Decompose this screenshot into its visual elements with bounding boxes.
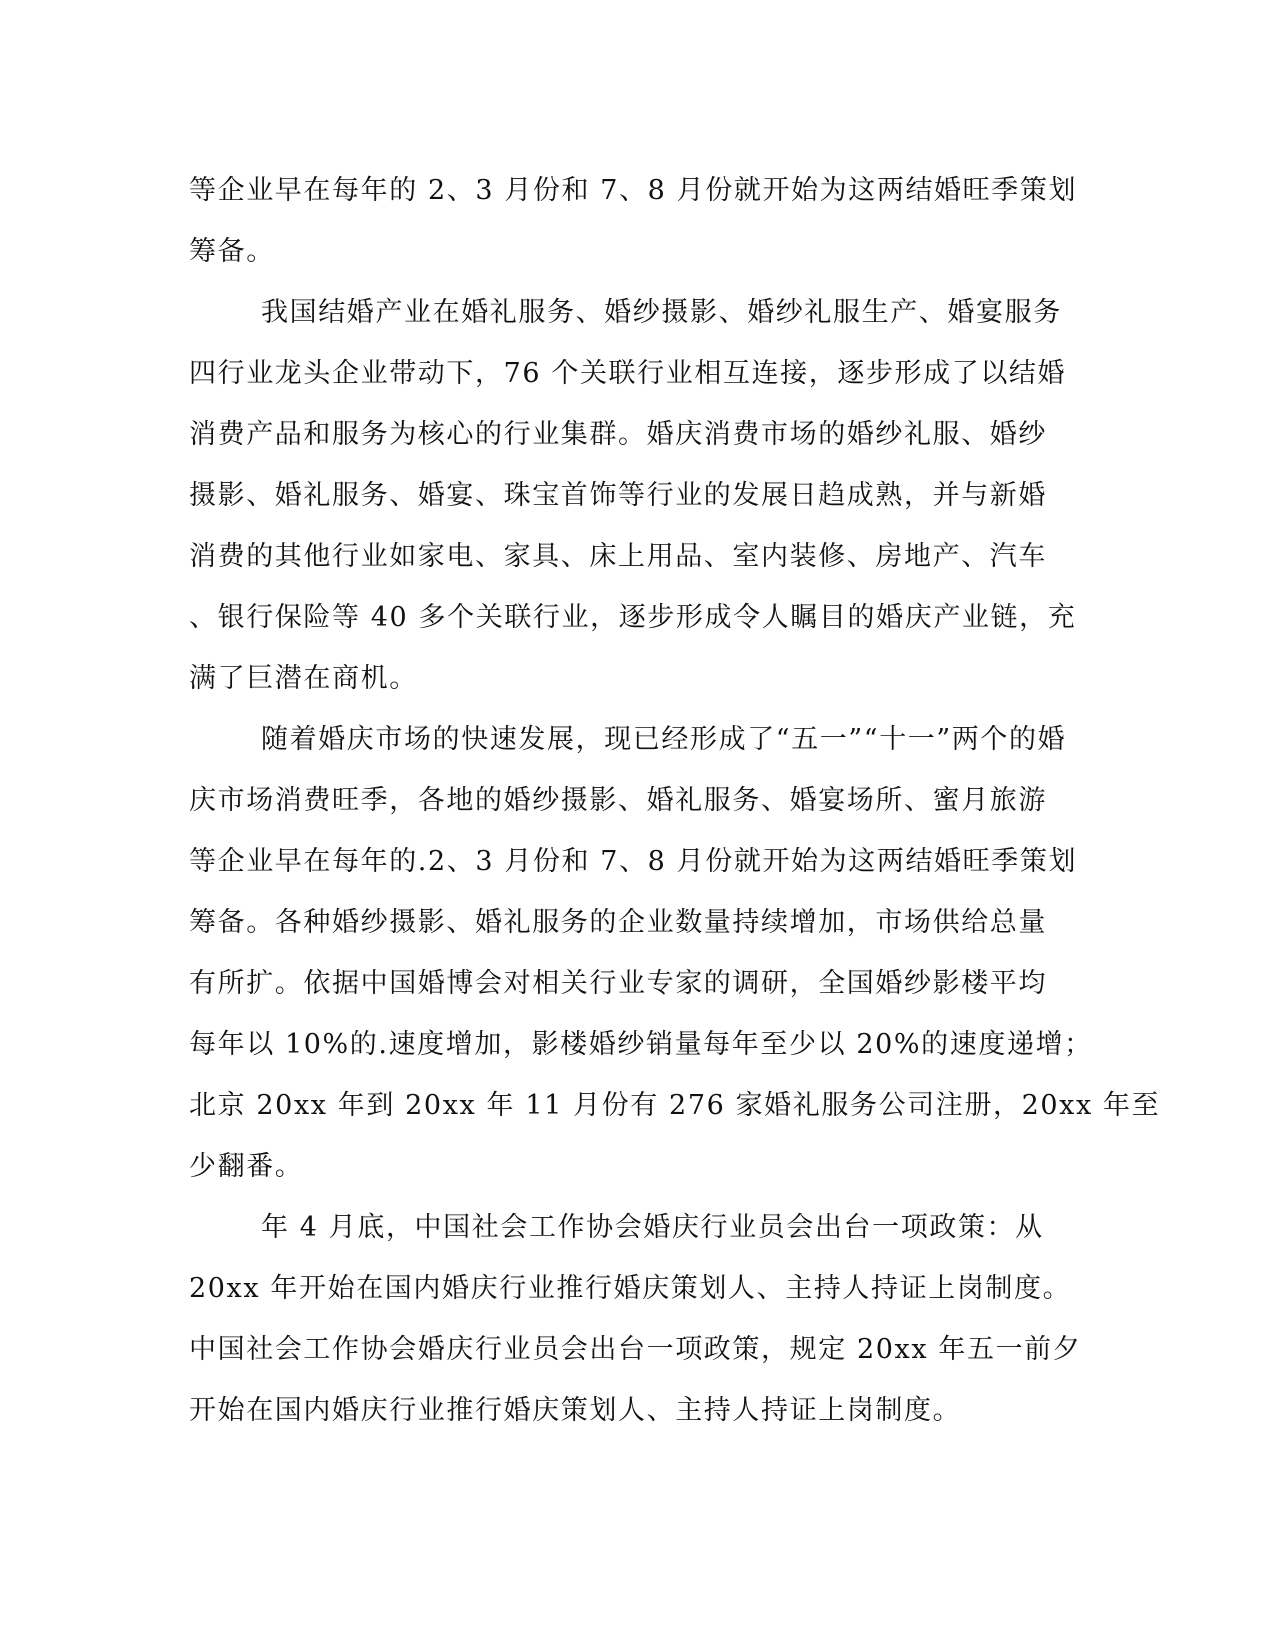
- text-line: 庆市场消费旺季，各地的婚纱摄影、婚礼服务、婚宴场所、蜜月旅游: [189, 785, 1047, 816]
- paragraph: [189, 282, 1077, 709]
- text-line: 随着婚庆市场的快速发展，现已经形成了“五一”“十一”两个的婚: [261, 724, 1067, 755]
- text-line: 消费产品和服务为核心的行业集群。婚庆消费市场的婚纱礼服、婚纱: [189, 419, 1047, 450]
- text-line: 四行业龙头企业带动下，76 个关联行业相互连接，逐步形成了以结婚: [189, 358, 1067, 389]
- text-line: 20xx 年开始在国内婚庆行业推行婚庆策划人、主持人持证上岗制度。: [189, 1273, 1072, 1304]
- text-line: 、银行保险等 40 多个关联行业，逐步形成令人瞩目的婚庆产业链，充: [189, 602, 1077, 633]
- text-line: 北京 20xx 年到 20xx 年 11 月份有 276 家婚礼服务公司注册，20xx 年至: [189, 1090, 1161, 1121]
- text-line: 消费的其他行业如家电、家具、床上用品、室内装修、房地产、汽车: [189, 541, 1047, 572]
- text-line: 少翻番。: [189, 1151, 304, 1182]
- text-line: 年 4 月底，中国社会工作协会婚庆行业员会出台一项政策：从: [261, 1212, 1044, 1243]
- text-line: 等企业早在每年的 2、3 月份和 7、8 月份就开始为这两结婚旺季策划: [189, 175, 1078, 206]
- text-line: 摄影、婚礼服务、婚宴、珠宝首饰等行业的发展日趋成熟，并与新婚: [189, 480, 1047, 511]
- document-body: [189, 160, 1161, 1441]
- paragraph: [189, 709, 1161, 1197]
- text-line: 开始在国内婚庆行业推行婚庆策划人、主持人持证上岗制度。: [189, 1395, 962, 1426]
- text-line: 我国结婚产业在婚礼服务、婚纱摄影、婚纱礼服生产、婚宴服务: [261, 297, 1062, 328]
- text-line: 有所扩。依据中国婚博会对相关行业专家的调研，全国婚纱影楼平均: [189, 968, 1047, 999]
- text-line: 中国社会工作协会婚庆行业员会出台一项政策，规定 20xx 年五一前夕: [189, 1334, 1082, 1365]
- paragraph: [189, 160, 1078, 282]
- text-line: 筹备。: [189, 236, 275, 267]
- text-line: 每年以 10%的.速度增加，影楼婚纱销量每年至少以 20%的速度递增；: [189, 1029, 1093, 1060]
- text-line: 满了巨潜在商机。: [189, 663, 418, 694]
- text-line: 筹备。各种婚纱摄影、婚礼服务的企业数量持续增加，市场供给总量: [189, 907, 1047, 938]
- text-line: 等企业早在每年的.2、3 月份和 7、8 月份就开始为这两结婚旺季策划: [189, 846, 1078, 877]
- paragraph: [189, 1197, 1082, 1441]
